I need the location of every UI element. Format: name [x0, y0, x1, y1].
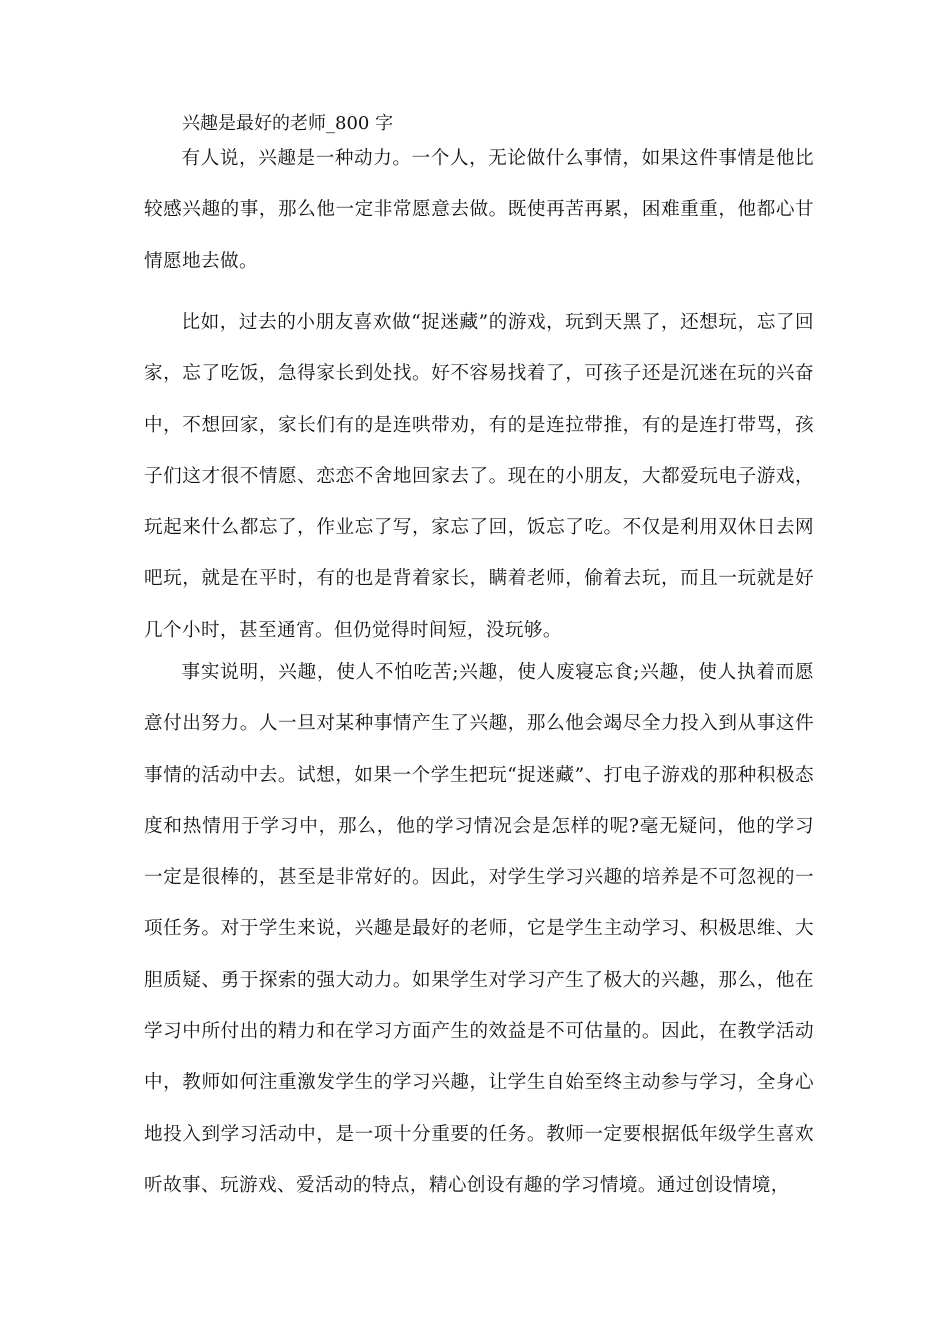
document-title: 兴趣是最好的老师_800 字 [182, 113, 394, 134]
paragraph-1: 有人说，兴趣是一种动力。一个人，无论做什么事情，如果这件事情是他比较感兴趣的事，那么他一定非常愿意去做。既使再苦再累，困难重重，他都心甘情愿地去做。 [144, 148, 814, 272]
paragraph-2: 比如，过去的小朋友喜欢做“捉迷藏”的游戏，玩到天黑了，还想玩，忘了回家，忘了吃饭，急得家长到处找。好不容易找着了，可孩子还是沉迷在玩的兴奋中，不想回家，家长们有的是连哄带劝，有的是连拉带推，有的是连打带骂，孩子们这才很不情愿、恋恋不舍地回家去了。现在的小朋友，大都爱玩电子游戏，玩起来什么都忘了，作业忘了写，家忘了回，饭忘了吃。不仅是利用双休日去网吧玩，就是在平时，有的也是背着家长，瞒着老师，偷着去玩，而且一玩就是好几个小时，甚至通宵。但仍觉得时间短，没玩够。 [144, 312, 814, 641]
paragraph-3: 事实说明，兴趣，使人不怕吃苦;兴趣，使人废寝忘食;兴趣，使人执着而愿意付出努力。人一旦对某种事情产生了兴趣，那么他会竭尽全力投入到从事这件事情的活动中去。试想，如果一个学生把玩“捉迷藏”、打电子游戏的那种积极态度和热情用于学习中，那么，他的学习情况会是怎样的呢?毫无疑问，他的学习一定是很棒的，甚至是非常好的。因此，对学生学习兴趣的培养是不可忽视的一项任务。对于学生来说，兴趣是最好的老师，它是学生主动学习、积极思维、大胆质疑、勇于探索的强大动力。如果学生对学习产生了极大的兴趣，那么，他在学习中所付出的精力和在学习方面产生的效益是不可估量的。因此，在教学活动中，教师如何注重激发学生的学习兴趣，让学生自始至终主动参与学习，全身心地投入到学习活动中，是一项十分重要的任务。教师一定要根据低年级学生喜欢听故事、玩游戏、爱活动的特点，精心创设有趣的学习情境。通过创设情境， [144, 662, 814, 1196]
